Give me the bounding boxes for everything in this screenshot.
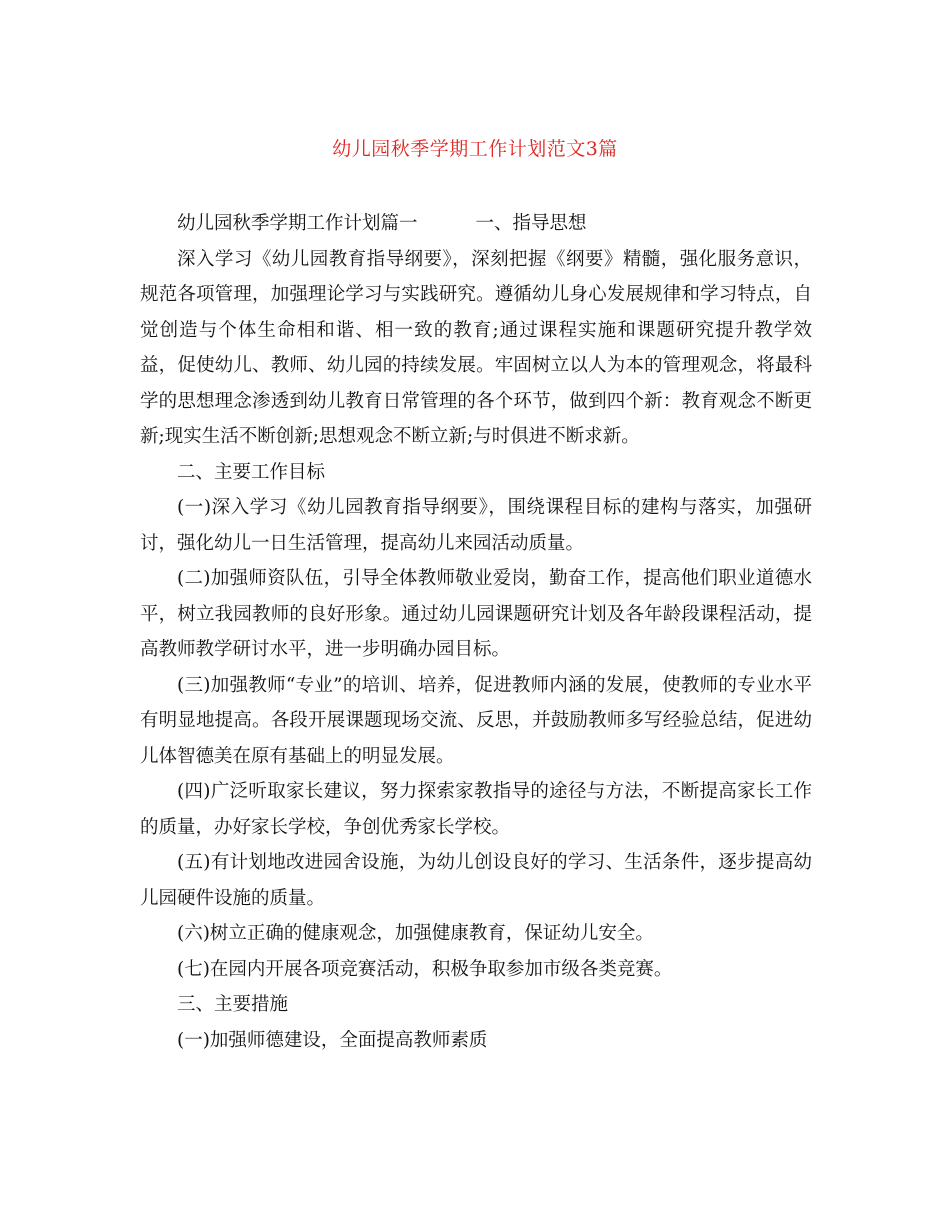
goal-item-6: (六)树立正确的健康观念，加强健康教育，保证幼儿安全。 xyxy=(177,923,654,944)
document-body xyxy=(140,206,812,1058)
measure-item-1: (一)加强师德建设，全面提高教师素质 xyxy=(177,1029,488,1051)
document-title: 幼儿园秋季学期工作计划范文3篇 xyxy=(332,138,618,160)
paragraph-guiding-ideology: 深入学习《幼儿园教育指导纲要》，深刻把握《纲要》精髓，强化服务意识，规范各项管理，加强理论学习与实践研究。遵循幼儿身心发展规律和学习特点，自觉创造与个体生命相和谐、相一致的教育;通过课程实施和课题研究提升教学效益，促使幼儿、教师、幼儿园的持续发展。牢固树立以人为本的管理观念，将最科学的思想理念渗透到幼儿教育日常管理的各个环节，做到四个新：教育观念不断更新;现实生活不断创新;思想观念不断立新;与时俱进不断求新。 xyxy=(140,248,812,447)
goal-item-1: (一)深入学习《幼儿园教育指导纲要》，围绕课程目标的建构与落实，加强研讨，强化幼儿一日生活管理，提高幼儿来园活动质量。 xyxy=(140,497,812,554)
goal-item-7: (七)在园内开展各项竞赛活动，积极争取参加市级各类竞赛。 xyxy=(177,958,673,980)
goal-item-3: (三)加强教师“专业”的培训、培养，促进教师内涵的发展，使教师的专业水平有明显地提高。各段开展课题现场交流、反思，并鼓励教师多写经验总结，促进幼儿体智德美在原有基础上的明显发展。 xyxy=(140,674,812,767)
heading-main-measures: 三、主要措施 xyxy=(177,994,289,1015)
intro-line xyxy=(140,206,812,242)
goal-item-4: (四)广泛听取家长建议，努力探索家教指导的途径与方法，不断提高家长工作的质量，办好家长学校，争创优秀家长学校。 xyxy=(140,781,812,838)
goal-item-2: (二)加强师资队伍，引导全体教师敬业爱岗，勤奋工作，提高他们职业道德水平，树立我园教师的良好形象。通过幼儿园课题研究计划及各年龄段课程活动，提高教师教学研讨水平，进一步明确办园目标。 xyxy=(140,568,812,660)
goal-item-5: (五)有计划地改进园舍设施，为幼儿创设良好的学习、生活条件，逐步提高幼儿园硬件设施的质量。 xyxy=(140,852,812,909)
heading-main-goals: 二、主要工作目标 xyxy=(177,461,326,483)
intro-left: 幼儿园秋季学期工作计划篇一 xyxy=(177,213,418,234)
intro-right: 一、指导思想 xyxy=(475,213,587,234)
